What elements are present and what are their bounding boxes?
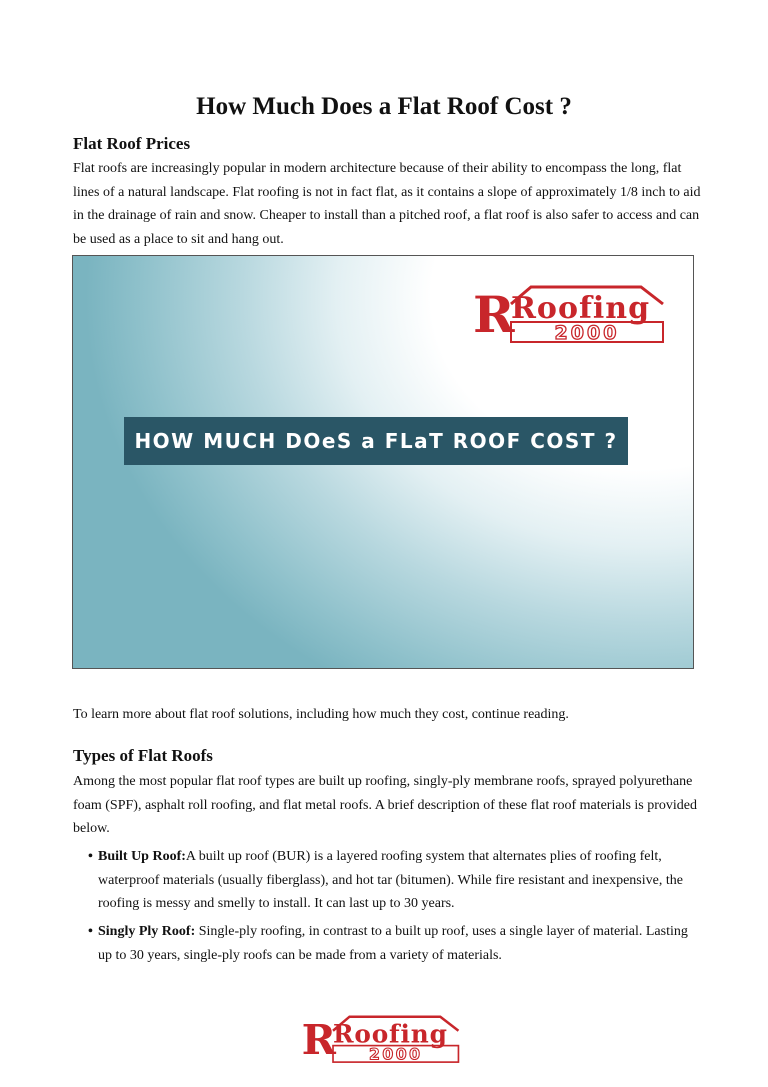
list-item-text: A built up roof (BUR) is a layered roofing system that alternates plies of roofing felt, waterproof materials (usually fiberglass), and hot tar (bitumen). While fire resistant and inexpensive, the roofing is messy and smelly to install. It can last up to 30 years. [98, 849, 683, 911]
logo-word: Roofing [333, 1019, 448, 1049]
list-item-text: Single-ply roofing, in contrast to a built up roof, uses a single layer of material. Lasting up to 30 years, single-ply roofs can be made from a variety of materials. [98, 924, 688, 963]
section-heading-types: Types of Flat Roofs [73, 746, 213, 765]
logo-letter-r: R [473, 285, 515, 344]
roofing-2000-logo [471, 278, 677, 350]
logo-number: 2000 [368, 1044, 423, 1064]
list-item-singly-ply-roof [88, 920, 698, 967]
logo-letter-r: R [301, 1014, 336, 1064]
article-hero-image [72, 255, 694, 669]
list-item-built-up-roof [88, 845, 698, 916]
logo-number: 2000 [554, 322, 620, 344]
footer-roofing-2000-logo [300, 1008, 470, 1070]
section-heading-flat-roof-prices: Flat Roof Prices [73, 134, 191, 153]
intro-paragraph: Flat roofs are increasingly popular in modern architecture because of their ability to encompass the long, flat lines of a natural landscape. Flat roofing is not in fact flat, as it contains a slope of approximately 1/8 inch to aid in the drainage of rain and snow. Cheaper to install than a pitched roof, a flat roof is also safer to access and can be used as a place to sit and hang out. [73, 161, 701, 247]
title-banner [124, 417, 628, 465]
list-item-term: Built Up Roof: [98, 849, 186, 864]
banner-text: HOW MUCH DOeS a FLaT ROOF COST ? [134, 429, 618, 453]
bullet-icon: • [88, 924, 93, 939]
logo-word: Roofing [511, 291, 651, 326]
page-title: How Much Does a Flat Roof Cost ? [196, 93, 572, 120]
types-paragraph: Among the most popular flat roof types are built up roofing, singly-ply membrane roofs, sprayed polyurethane foam (SPF), asphalt roll roofing, and flat metal roofs. A brief description of these flat roof materials is provided below. [73, 774, 698, 836]
list-item-term: Singly Ply Roof: [98, 924, 196, 939]
bullet-icon: • [88, 849, 93, 864]
learn-more-text: To learn more about flat roof solutions, including how much they cost, continue reading. [73, 707, 569, 722]
